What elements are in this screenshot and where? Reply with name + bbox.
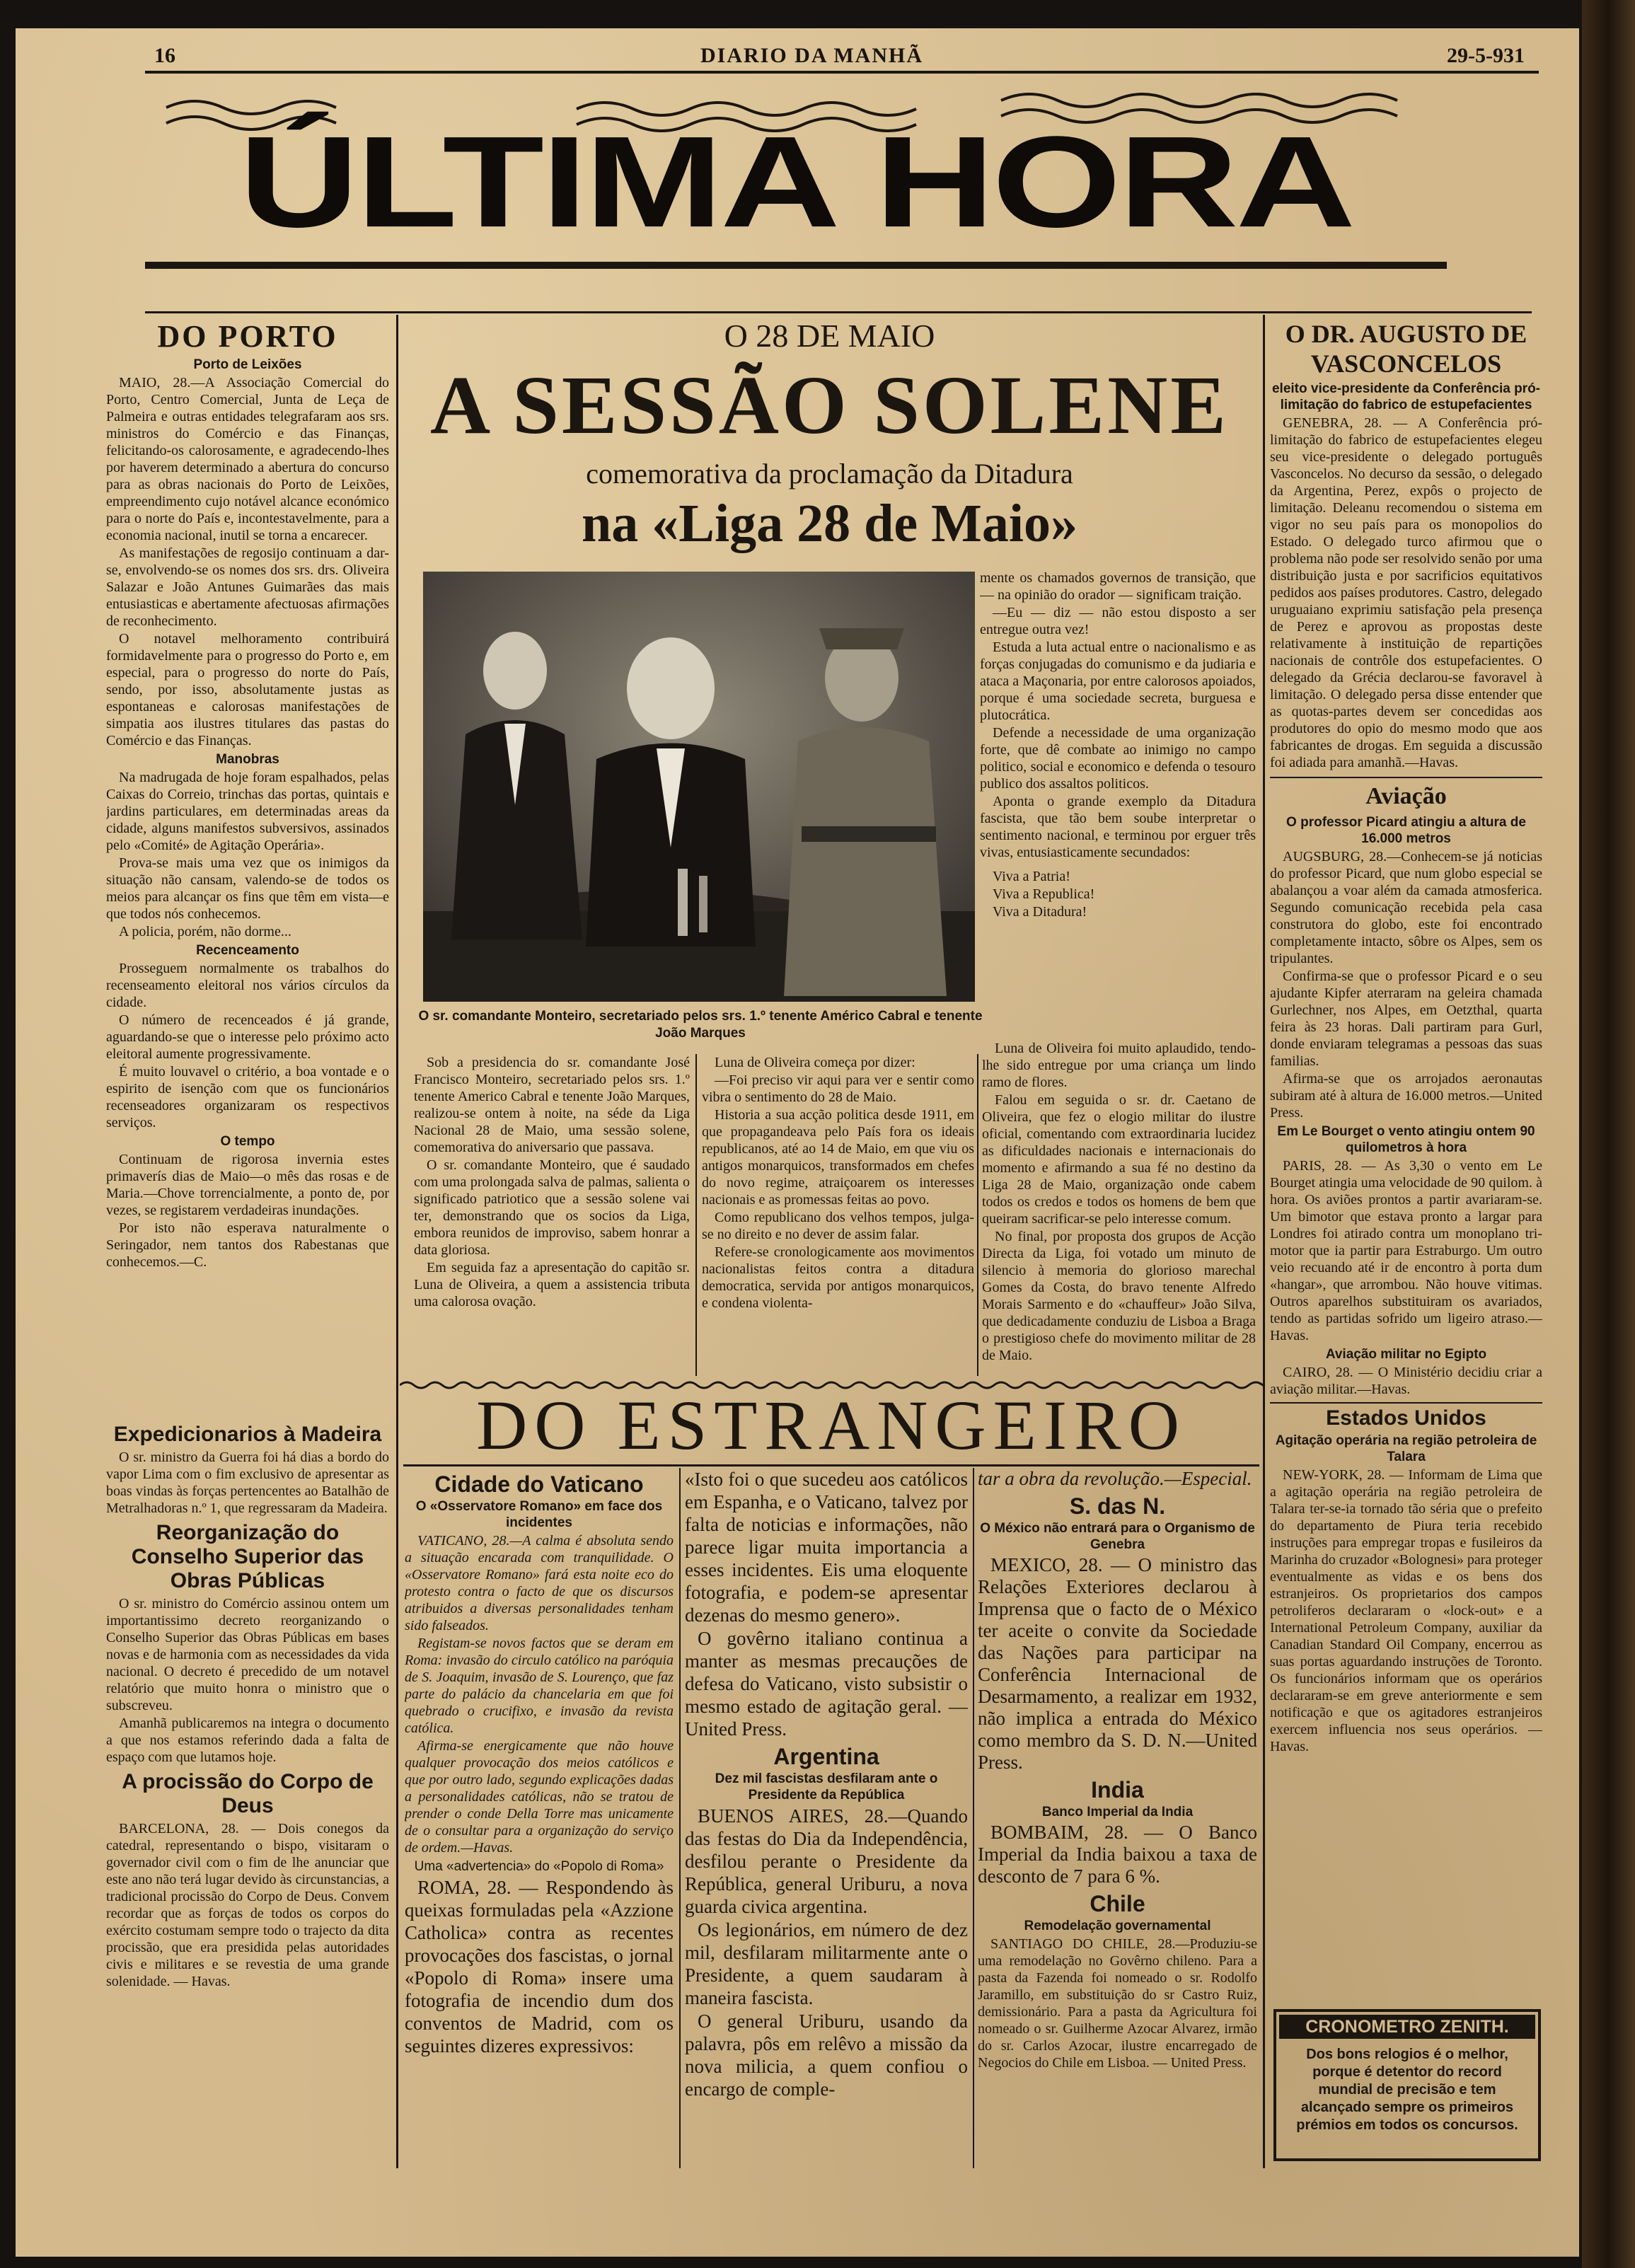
vaticano-column-2 <box>685 1468 968 2168</box>
paragraph: Aponta o grande exemplo da Ditadura fascista, que tão bem soube interpretar o sentimento nacional, e terminou por erguer três vivas, entusiasticamente secundados: <box>980 794 1256 860</box>
vaticano-sub: O «Osservatore Romano» em face dos incidentes <box>415 1499 663 1530</box>
vaticano-column <box>405 1468 674 2168</box>
paragraph: ROMA, 28. — Respondendo às queixas formuladas pela «Azzione Catholica» contra as recentes provocações dos fascistas, o jornal «Popolo di Roma» insere uma fotografia de incendio dum dos conventos de Madrid, com os seguintes dizeres expressivos: <box>405 1877 674 2056</box>
column-rule <box>977 1054 978 1376</box>
paragraph: Refere-se cronologicamente aos movimentos nacionalistas feitos contra a ditadura democratica, servida por antigos monarquicos, e condena violenta- <box>702 1244 974 1311</box>
paragraph: BUENOS AIRES, 28.—Quando das festas do Dia da Independência, desfilou perante o Presidente da República, general Uriburu, a nova guarda civica argentina. <box>685 1805 968 1917</box>
paragraph: O sr. ministro da Guerra foi há dias a bordo do vapor Lima com o fim exclusivo de apresentar as boas vindas às forças pertencentes ao Batalhão de Metralhadoras n.º 1, que regressaram da Madeira. <box>106 1450 389 1516</box>
india-heading: India <box>1091 1777 1144 1803</box>
paragraph: Estuda a luta actual entre o nacionalismo e as forças conjugadas do comunismo e da judiaria e ataca a Maçonaria, por entre calorosos apoiados, porque é uma sociedade secreta, burguesa e plutocrática. <box>980 640 1256 723</box>
vasconcelos-sub: eleito vice-presidente da Conferência pró-limitação do fabrico de estupefacientes <box>1271 381 1541 412</box>
paragraph: MEXICO, 28. — O ministro das Relações Exteriores declarou à Imprensa que o facto de o México ter aceite o convite da Sociedade das Nações para participar na Conferência Internacional de Desarmamento, a realizar em 1932, não implica a entrada do México como membro da S. D. N.—United Press. <box>978 1554 1257 1773</box>
column-rule <box>679 1468 681 2168</box>
sn-column <box>978 1468 1257 2168</box>
paragraph: MAIO, 28.—A Associação Comercial do Porto, Centro Comercial, Junta de Leça de Palmeira e outras entidades telegrafaram aos srs. ministros do Comércio e das Finanças, felicitando-os calorosamente, e agradecendo-lhes por haverem determinado a abertura do concurso para as obras nacionais do Porto de Leixões, empreendimento cujo notável alcance económico para o norte do País e, incontestavelmente, para a economia nacional, inutil se torna a encarecer. <box>106 375 389 543</box>
aviacao-heading: Aviação <box>1270 777 1542 812</box>
masthead-title: ÚLTIMA HORA <box>238 109 1353 255</box>
paragraph: VATICANO, 28.—A calma é absoluta sendo a situação encarada com tranquilidade. O «Osservatore Romano» fará esta noite eco do protesto contra o facto de que os discursos atribuidos a diversas personalidades tenham sido falseados. <box>405 1533 674 1633</box>
paragraph: PARIS, 28. — As 3,30 o vento em Le Bourget atingia uma velocidade de 90 quilom. à hora. Os aviões prontos a partir avariaram-se. Um bimotor que estava pronto a largar para Londres foi atirado contra um monoplano tri-motor que ia partir para Estraburgo. Um outro veio recuando até ir de encontro à porta dum «hangar», que arrombou. Não houve vitimas. Outros aparelhos substituiram os avariados, tendo as partidas sofrido um ligeiro atraso.—Havas. <box>1270 1158 1542 1343</box>
right-column <box>1270 315 1542 1998</box>
maio-column-3 <box>982 1040 1256 1379</box>
eua-sub: Agitação operária na região petroleira de Talara <box>1275 1433 1537 1464</box>
page-number: 16 <box>154 44 175 67</box>
paragraph: Afirma-se que os arrojados aeronautas subiram até à altura de 16.000 metros.—United Press. <box>1270 1071 1542 1121</box>
paragraph: CAIRO, 28. — O Ministério decidiu criar a aviação militar.—Havas. <box>1270 1365 1542 1397</box>
paragraph: É muito louvavel o critério, a boa vontade e o espirito de isenção com que os funcionários recenseadores organizaram os respectivos serviços. <box>106 1064 389 1130</box>
paragraph: Afirma-se energicamente que não houve qualquer provocação dos meios católicos e que por outro lado, segundo explicações dadas a personalidades católicas, não se tratou de prender o conde Della Torre mas unicamente de o consultar para a organização do serviço de ordem.—Havas. <box>405 1738 674 1856</box>
maio-deck: comemorativa da proclamação da Ditadura <box>586 458 1073 490</box>
paragraph: —Foi preciso vir aqui para ver e sentir como vibra o sentimento do 28 de Maio. <box>702 1072 974 1105</box>
paragraph: Amanhã publicaremos na integra o documento a que nos estamos referindo dada a falta de espaço com que lutamos hoje. <box>106 1716 389 1765</box>
eua-heading: Estados Unidos <box>1270 1402 1542 1430</box>
paragraph: Por isto não esperava naturalmente o Seringador, nem tantos dos Rabestanas que conhecemos.—C. <box>106 1220 389 1270</box>
paragraph: —Eu — diz — não estou disposto a ser entregue outra vez! <box>980 605 1256 637</box>
paragraph: AUGSBURG, 28.—Conhecem-se já noticias do professor Picard, que num globo especial se abalançou a voar além da camada atmosferica. Segundo comunicação recebida pela casa construtora do globo, este foi encontrado completamente intacto, sôbre os Alpes, sem os tripulantes. <box>1270 849 1542 966</box>
masthead <box>138 79 1454 284</box>
paragraph: Em seguida faz a apresentação do capitão sr. Luna de Oliveira, a quem a assistencia tributa uma calorosa ovação. <box>414 1260 690 1309</box>
popolo-sub: Uma «advertencia» do «Popolo di Roma» <box>414 1859 664 1874</box>
sn-heading: S. das N. <box>1069 1493 1166 1519</box>
paragraph: Registam-se novos factos que se deram em Roma: invasão do circulo católico na paróquia de S. Joaquim, invasão de S. Lourenço, que faz parte do palácio da chancelaria em que foi quebrado o crucifixo, e invasão da revista católica. <box>405 1636 674 1736</box>
paragraph: Prova-se mais uma vez que os inimigos da situação não cansam, valendo-se de todos os meios para alcançar os fins que têm em vista—e que todos nós conhecemos. <box>106 855 389 922</box>
paragraph: As manifestações de regosijo continuam a dar-se, envolvendo-se os nomes dos srs. drs. Oliveira Salazar e João Antunes Guimarães das mais entusiasticas e abertamente afectuosas afirmações de reconhecimento. <box>106 545 389 629</box>
paragraph: BOMBAIM, 28. — O Banco Imperial da India baixou a taxa de desconto de 7 para 6 %. <box>978 1822 1257 1887</box>
obras-heading: Reorganização do Conselho Superior das Obras Públicas <box>131 1521 364 1592</box>
paragraph: O sr. comandante Monteiro, que é saudado com uma prolongada salva de palmas, salienta o significado patriotico que a sessão solene vai ter, demonstrando que os socios da Liga, embora reunidos de improviso, sabem honrar a data gloriosa. <box>414 1157 690 1258</box>
maio-right-column <box>980 569 1256 1036</box>
maio-column-1 <box>414 1054 690 1379</box>
paragraph: A policia, porém, não dorme... <box>119 924 291 939</box>
left-lower-column <box>106 1418 389 2168</box>
vasconcelos-heading: O DR. AUGUSTO DE VASCONCELOS <box>1285 320 1527 378</box>
paragraph: O sr. ministro do Comércio assinou ontem um importantissimo decreto reorganizando o Conselho Superior das Obras Públicas em bases novas e de harmonia com as necessidades da vida nacional. O decreto é precedido de um notavel relatório que muito honra o ministro que o subscreveu. <box>106 1596 389 1713</box>
paragraph: Viva a Republica! <box>993 886 1095 902</box>
picard-sub: O professor Picard atingiu a altura de 16.000 metros <box>1286 815 1526 846</box>
madeira-heading: Expedicionarios à Madeira <box>113 1423 382 1446</box>
paragraph: Defende a necessidade de uma organização forte, que dê combate ao inimigo no campo politico, social e economico e defenda o tesouro publico dos assaltos politicos. <box>980 725 1256 792</box>
porto-leixoes-title: Porto de Leixões <box>193 357 302 372</box>
ad-title: CRONOMETRO ZENITH. <box>1279 2015 1535 2039</box>
paragraph: Na madrugada de hoje foram espalhados, pelas Caixas do Correio, trinchas das portas, quintais e jardins particulares, em determinadas areas da cidade, alguns manifestos subversivos, assinados pelo «Comité» de Agitação Operária». <box>106 770 389 853</box>
paragraph: Luna de Oliveira foi muito aplaudido, tendo-lhe sido entregue por uma criança um lindo ramo de flores. <box>982 1041 1256 1090</box>
egito-sub: Aviação militar no Egipto <box>1325 1347 1487 1362</box>
news-photo <box>423 572 975 1002</box>
paragraph: No final, por proposta dos grupos de Acção Directa da Liga, foi votado um minuto de silencio à memoria do glorioso marechal Gomes da Costa, do bravo tenente Alfredo Morais Sarmento e do «chauffeur» João Silva, que dedicadamente conduziu de Lisboa a Braga o prestigioso chefe do movimento militar de 28 de Maio. <box>982 1229 1256 1363</box>
argentina-sub: Dez mil fascistas desfilaram ante o Presidente da República <box>715 1771 938 1803</box>
paragraph: Viva a Ditadura! <box>993 904 1087 920</box>
section-rule <box>403 1464 1259 1466</box>
maio-headline: A SESSÃO SOLENE <box>429 359 1230 451</box>
paragraph: Prosseguem normalmente os trabalhos do recenseamento eleitoral nos vários círculos da cidade. <box>106 961 389 1010</box>
paragraph: O número de recenceados é já grande, aguardando-se que o interesse pelo próximo acto eleitoral aumente progressivamente. <box>106 1012 389 1062</box>
zenith-advertisement <box>1273 2009 1541 2161</box>
paragraph: tar a obra da revolução.—Especial. <box>978 1468 1252 1489</box>
paragraph: Falou em seguida o sr. dr. Caetano de Oliveira, que fez o elogio militar do ilustre oficial, comentando com extraordinaria lucidez as dificuldades nacionais e internacionais do momento e afirmando a sua fé no destino da Liga 28 de Maio, organização onde cabem todos os credos e todos os homens de bem que queiram sacrificar-se pelo interesse comum. <box>982 1092 1256 1227</box>
paragraph: Os legionários, em número de dez mil, desfilaram militarmente ante o Presidente, a quem saudaram à maneira fascista. <box>685 1919 968 2008</box>
estrangeiro-heading: DO ESTRANGEIRO <box>476 1386 1186 1464</box>
scan-dark-border <box>1582 0 1635 2268</box>
issue-date: 29-5-931 <box>1447 44 1525 67</box>
photo-caption: O sr. comandante Monteiro, secretariado pelos srs. 1.º tenente Américo Cabral e tenente João Marques <box>418 1009 983 1041</box>
paragraph: BARCELONA, 28. — Dois conegos da catedral, representando o bispo, visitaram o governador civil com o fim de lhe anunciar que este ano não terá lugar devido às circunstancias, a tradicional procissão do Corpo de Deus. Convem recordar que as forças de todos os corpos do exército costumam sempre todo o trajecto da dita procissão, que era presidida pelas autoridades civis e militares e se revestia de uma grande solenidade. — Havas. <box>106 1821 389 1989</box>
maio-kicker: O 28 DE MAIO <box>724 318 935 354</box>
paragraph: NEW-YORK, 28. — Informam de Lima que a agitação operária na região petroleira de Talara ter-se-ia tornado tão séria que o prefeito do departamento de Piura teria recebido instruções para empregar tropas e fusileiros da Marinha do cruzador «Bolognesi» para proteger eventualmente as vidas e os bens dos estranjeiros. Os proprietarios dos campos petroliferos declararam o «lock-out» e a International Petroleum Company, auxiliar da Canadian Standard Oil Company, encerrou as suas portas aguardando instruções de Toronto. Os funcionários informam que os operários declararam-se em greve anteriormente e sem notificação e que os agitadores estranjeiros exercem influencia nos seus operários. — Havas. <box>1270 1467 1542 1754</box>
paragraph: Luna de Oliveira começa por dizer: <box>715 1055 915 1070</box>
procissao-heading: A procissão do Corpo de Deus <box>122 1770 374 1817</box>
chile-sub: Remodelação governamental <box>1024 1919 1211 1933</box>
photo-illustration <box>423 572 975 1002</box>
header-rule <box>145 71 1539 74</box>
column-rule <box>695 1054 697 1376</box>
argentina-heading: Argentina <box>773 1744 879 1769</box>
paragraph: Como republicano dos velhos tempos, julga-se no direito e no dever de assim falar. <box>702 1210 974 1242</box>
paragraph: Sob a presidencia do sr. comandante José Francisco Monteiro, secretariado pelos srs. 1.º tenente Americo Cabral e tenente João Marques, realizou-se ontem à noite, na séde da Liga Nacional 28 de Maio, uma sessão solene, comemorativa do aniversario que passava. <box>414 1055 690 1155</box>
maio-column-2 <box>702 1054 974 1379</box>
recenceamento-title: Recenceamento <box>196 943 299 958</box>
paragraph: O notavel melhoramento contribuirá formidavelmente para o progresso do Porto e, em especial, para o progresso do norte do País, sendo, por isso, absolutamente justas as espontaneas e calorosas manifestações de simpatia aos ilustres titulares das pastas do Comércio e das Finanças. <box>106 631 389 748</box>
paragraph: Historia a sua acção politica desde 1911, em que propagandeava pelo País fora os ideais republicanos, até ao 14 de Maio, em que viu os antigos monarquicos, transformados em chefes do novo regime, atraiçoarem os interesses nacionais e as promessas feitas ao povo. <box>702 1107 974 1208</box>
tempo-title: O tempo <box>220 1134 275 1149</box>
bourget-sub: Em Le Bourget o vento atingiu ontem 90 quilometros à hora <box>1277 1124 1535 1155</box>
chile-heading: Chile <box>1090 1891 1145 1916</box>
paragraph: mente os chamados governos de transição, que — na opinião do orador — significam traição. <box>980 570 1256 603</box>
paragraph: GENEBRA, 28. — A Conferência pró-limitação do fabrico de estupefacientes elegeu seu vice-presidente o delegado português Vasconcelos. No decurso da sessão, o delegado da Argentina, Perez, expôs o projecto de limitação. Deleanu recomendou o sistema em vigor no seu país para os monopolios do Estado. O delegado turco afirmou que o problema não pode ser resolvido senão por uma distribuição justa e por sacrificios equitativos pedidos aos países produtores. Castro, delegado uruguaiano exprimiu satisfação pela presença de Perez e aprovou as propostas deste relativamente à instituição de repartições nacionais de contrôle dos estupefacientes. O delegado da Grécia declarou-se favoravel à limitação. O delegado persa disse entender que as quotas-partes devem ser concedidas aos produtores do opio do mesmo modo que aos fabricantes de drogas. Em seguida a discussão foi adiada para amanhã.—Havas. <box>1270 415 1542 770</box>
india-sub: Banco Imperial da India <box>1041 1805 1194 1819</box>
porto-column <box>106 315 389 1379</box>
porto-heading: DO PORTO <box>157 319 338 354</box>
paragraph: Confirma-se que o professor Picard e o seu ajudante Kipfer aterraram na geleira chamada Gurlechner, nos Alpes, em Oetzthal, quarta feira às 23 horas. Dali partiram para Gurl, donde enviaram telegramas a pessoas das suas familias. <box>1270 968 1542 1069</box>
paragraph: «Isto foi o que sucedeu aos católicos em Espanha, e o Vaticano, talvez por falta de noticias e informações, não parece ligar muita importancia a esses incidentes. Eis uma eloquente fotografia, e podem-se apresentar dezenas do mesmo genero». <box>685 1469 968 1626</box>
column-rule <box>973 1468 974 2168</box>
maio-headline-2: na «Liga 28 de Maio» <box>582 494 1078 553</box>
sn-sub: O México não entrará para o Organismo de Genebra <box>980 1521 1255 1552</box>
column-rule <box>396 315 398 2168</box>
paragraph: SANTIAGO DO CHILE, 28.—Produziu-se uma remodelação no Govêrno chileno. Para a pasta da Fazenda foi nomeado o sr. Rodolfo Jaramillo, em substituição do sr Castro Ruiz, demissionário. Para a pasta da Agricultura foi nomeado o sr. Guilherme Azocar Alvarez, irmão do sr. Carlos Azocar, ilustre encarregado de Negocios do Chile em Lisboa. — United Press. <box>978 1936 1257 2071</box>
ad-text: Dos bons relogios é o melhor, porque é detentor do record mundial de precisão e tem alcançado sempre os primeiros prémios em todos os concursos. <box>1296 2047 1518 2133</box>
paragraph: O general Uriburu, usando da palavra, pôs em relêvo a missão da nova milicia, a quem confiou o encargo de comple- <box>685 2010 968 2100</box>
paragraph: Viva a Patria! <box>993 869 1070 884</box>
paragraph: Continuam de rigorosa invernia estes primaverís dias de Maio—o mês das rosas e de Maria.—Chove torrencialmente, a ponto de, por vezes, se registarem verdadeiras inundações. <box>106 1152 389 1218</box>
manobras-title: Manobras <box>216 752 279 767</box>
paragraph: O govêrno italiano continua a manter as mesmas precauções de defesa do Vaticano, visto subsistir o mesmo estado de agitação geral. — United Press. <box>685 1628 968 1740</box>
column-rule <box>1263 315 1265 2168</box>
newspaper-title: DIARIO DA MANHÃ <box>700 44 923 67</box>
vaticano-heading: Cidade do Vaticano <box>434 1471 644 1497</box>
masthead-rule <box>145 311 1532 313</box>
